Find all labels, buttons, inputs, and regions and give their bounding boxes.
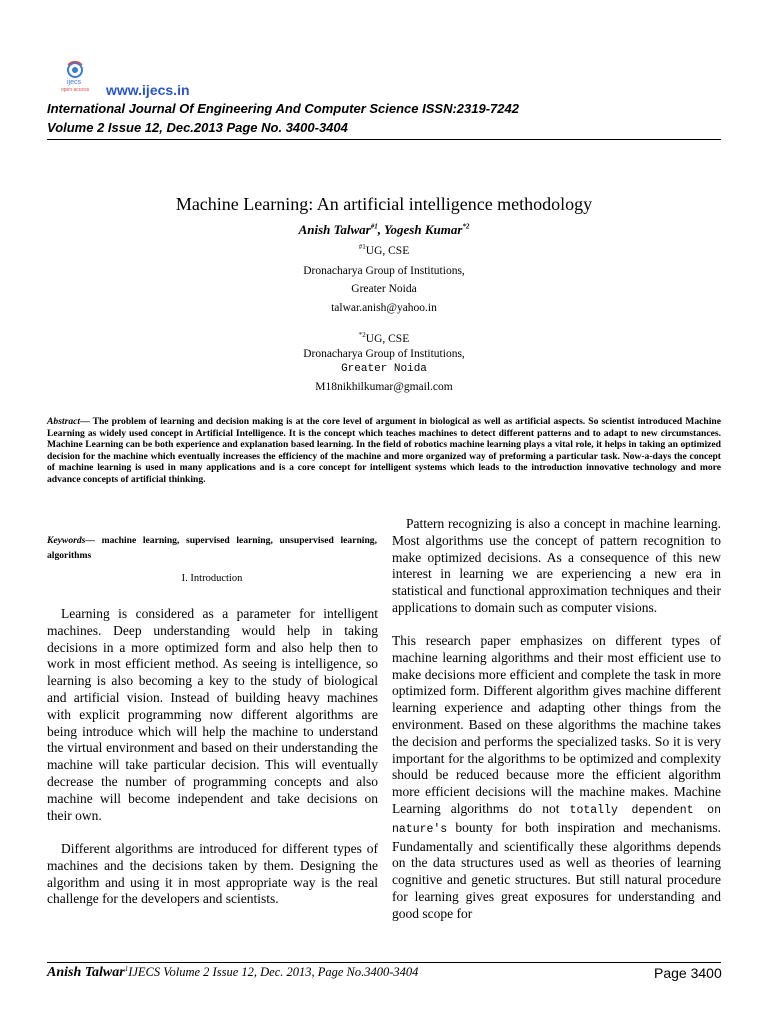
affiliation-superscript: *2: [358, 331, 366, 340]
journal-logo-icon: [60, 60, 100, 94]
affiliation-dept: [47, 245, 721, 257]
body-paragraph: Different algorithms are introduced for different types of machines and the decisions taken by them. Designing the algorithm and using it in most appropriate way is the real challenge for the developers and scientists.: [47, 841, 378, 907]
abstract-text: The problem of learning and decision making is at the core level of argument in biological as well as artificial aspects. So scientist introduced Machine Learning as widely used concept in Artificial Intelligence. It is the concept which teaches machines to detect different patterns and to adapt to new circumstances. Machine Learning can be both experience and explanation based learning. In the field of robotics machine learning plays a vital role, it helps in taking an optimized decision for the machine which eventually increases the efficiency of the machine and more organized way of preforming a particular task. Now-a-days the concept of machine learning is used in many applications and is a core concept for intelligent systems which leads to the introduction innovative technology and more advance concepts of artificial thinking.: [47, 416, 721, 485]
affiliation-city: Greater Noida: [341, 363, 427, 375]
affiliation-dept-text: UG, CSE: [365, 333, 410, 345]
footer-citation-text: IJECS Volume 2 Issue 12, Dec. 2013, Page No.3400-3404: [128, 965, 419, 979]
keywords-label: Keywords: [47, 535, 86, 546]
body-text-mono: totally dependent on nature's: [392, 803, 721, 836]
journal-name: International Journal Of Engineering And Computer Science ISSN:2319-7242: [47, 101, 519, 116]
keywords: [47, 533, 377, 563]
author-name: Anish Talwar: [298, 222, 371, 237]
affiliation-dept: [47, 333, 721, 345]
header-divider: [47, 139, 721, 140]
author-name: Yogesh Kumar: [384, 222, 463, 237]
journal-volume-info: Volume 2 Issue 12, Dec.2013 Page No. 3400-3404: [47, 120, 348, 135]
body-paragraph: Pattern recognizing is also a concept in machine learning. Most algorithms use the concept of pattern recognition to make optimized decisions. As a consequence of this new interest in learning we are experiencing a new era in statistical and functional approximation techniques and their applications to domain such as computer visions.: [392, 516, 721, 615]
body-paragraph: Learning is considered as a parameter for intelligent machines. Deep understanding would help in taking decisions in a more optimized form and also help then to work in most efficient method. As seeing is intelligence, so learning is also becoming a key to the study of biological and artificial vision. Instead of building heavy machines with explicit programming now different algorithms are being introduce which will help the machine to understand the virtual environment and based on their understanding the machine will take particular decision. This will eventually decrease the number of programming concepts and also machine will become independent and take decisions on their own.: [47, 606, 378, 823]
footer-author: Anish Talwar: [47, 965, 125, 980]
body-text: bounty for both inspiration and mechanisms. Fundamentally and scientifically these algorithms depends on the data structures used as well as theories of learning cognitive and genetic structures. But still natural procedure for learning gives great exposures for understanding and good scope for: [392, 819, 721, 921]
affiliation-institution: Dronacharya Group of Institutions,: [303, 265, 465, 277]
body-text: This research paper emphasizes on different types of machine learning algorithms and their most efficient use to make decisions more efficient and complete the task in more optimized form. Different algorithm gives machine different learning experience and adapting other things from the environment. Based on these algorithms the machine takes the decision and performs the specialized tasks. So it is very important for the algorithms to be optimized and complexity should be reduced because more the efficient algorithm more efficient decisions will the machine makes. Machine Learning algorithms do not: [392, 633, 721, 816]
abstract: [47, 416, 721, 486]
affiliation-superscript: #1: [358, 243, 366, 252]
abstract-label: Abstract: [47, 416, 81, 427]
affiliation-dept-text: UG, CSE: [365, 245, 410, 257]
author-email[interactable]: talwar.anish@yahoo.in: [331, 302, 437, 314]
logo-sublabel: open access: [61, 87, 90, 93]
site-url-link[interactable]: www.ijecs.in: [106, 82, 190, 98]
keywords-dash: —: [85, 535, 102, 546]
affiliation-city: Greater Noida: [351, 283, 417, 295]
author-separator: ,: [377, 222, 385, 237]
page-number: Page 3400: [654, 965, 722, 981]
abstract-dash: —: [80, 416, 93, 427]
author-superscript: #1: [370, 222, 378, 231]
paper-title: Machine Learning: An artificial intelligence methodology: [175, 194, 593, 214]
author-list: [47, 222, 721, 238]
footer-citation: [47, 965, 418, 981]
footer-superscript: 1: [124, 964, 129, 973]
section-heading-introduction: I. Introduction: [181, 573, 243, 584]
keywords-text: machine learning, supervised learning, unsupervised learning, algorithms: [47, 535, 377, 561]
author-email[interactable]: M18nikhilkumar@gmail.com: [315, 381, 453, 393]
journal-logo: [60, 60, 100, 94]
body-paragraph: [392, 633, 721, 923]
logo-label: ijecs: [67, 79, 82, 86]
footer-divider: [47, 962, 721, 963]
author-superscript: *2: [462, 222, 470, 231]
affiliation-institution: Dronacharya Group of Institutions,: [303, 348, 465, 360]
